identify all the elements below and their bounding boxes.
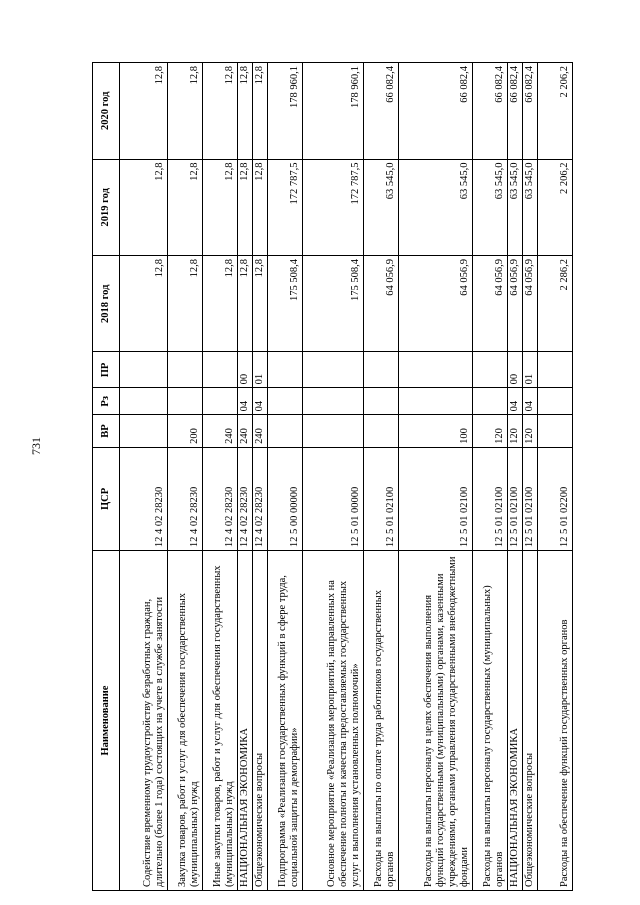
cell-2020: 178 960,1 bbox=[303, 63, 364, 160]
cell-name: Общеэкономические вопросы bbox=[523, 551, 538, 891]
cell-2019: 12,8 bbox=[253, 159, 268, 255]
cell-csr: 12 4 02 28230 bbox=[203, 447, 238, 550]
header-2020: 2020 год bbox=[93, 63, 120, 160]
cell-pr bbox=[120, 352, 168, 388]
cell-pr bbox=[473, 352, 508, 388]
cell-2019: 172 787,5 bbox=[303, 159, 364, 255]
cell-name: Закупка товаров, работ и услуг для обеспечения государственных (муниципальных) нужд bbox=[168, 551, 203, 891]
cell-pr: 00 bbox=[508, 352, 523, 388]
cell-2018: 64 056,9 bbox=[364, 256, 399, 352]
cell-name: Расходы на выплаты по оплате труда работников государственных органов bbox=[364, 551, 399, 891]
header-csr: ЦСР bbox=[93, 447, 120, 550]
cell-name: НАЦИОНАЛЬНАЯ ЭКОНОМИКА bbox=[508, 551, 523, 891]
cell-name: Расходы на выплаты персоналу в целях обеспечения выполнения функций государственными (муниципальными) органами, казенными учреждениями, органами управления государственными внебюджетными фондами bbox=[399, 551, 473, 891]
cell-rz bbox=[268, 388, 303, 415]
cell-name: Содействие временному трудоустройству безработных граждан, длительно (более 1 года) состоящих на учете в службе занятости bbox=[120, 551, 168, 891]
cell-pr bbox=[203, 352, 238, 388]
header-rz: Рз bbox=[93, 388, 120, 415]
cell-rz: 04 bbox=[523, 388, 538, 415]
cell-2019: 63 545,0 bbox=[508, 159, 523, 255]
cell-name: Общеэкономические вопросы bbox=[253, 551, 268, 891]
cell-2019: 63 545,0 bbox=[523, 159, 538, 255]
header-vr: ВР bbox=[93, 415, 120, 448]
cell-2018: 64 056,9 bbox=[473, 256, 508, 352]
cell-pr: 01 bbox=[523, 352, 538, 388]
cell-pr bbox=[399, 352, 473, 388]
cell-pr bbox=[364, 352, 399, 388]
table-row bbox=[538, 63, 573, 891]
cell-2018: 12,8 bbox=[120, 256, 168, 352]
cell-2019: 12,8 bbox=[120, 159, 168, 255]
header-2019: 2019 год bbox=[93, 159, 120, 255]
table-row bbox=[364, 63, 399, 891]
cell-name: Основное мероприятие «Реализация мероприятий, направленных на обеспечение полноты и качества предоставляемых государственных услуг и выполнения установленных полномочий» bbox=[303, 551, 364, 891]
cell-2018: 64 056,9 bbox=[508, 256, 523, 352]
table-row bbox=[303, 63, 364, 891]
cell-pr bbox=[268, 352, 303, 388]
table-row bbox=[523, 63, 538, 891]
cell-2019: 63 545,0 bbox=[399, 159, 473, 255]
cell-vr: 100 bbox=[399, 415, 473, 448]
cell-2018: 12,8 bbox=[168, 256, 203, 352]
cell-2019: 12,8 bbox=[238, 159, 253, 255]
rotated-table-container bbox=[92, 62, 570, 891]
cell-csr: 12 4 02 28230 bbox=[238, 447, 253, 550]
header-row bbox=[93, 63, 120, 891]
cell-csr: 12 5 01 00000 bbox=[303, 447, 364, 550]
table-header bbox=[93, 63, 120, 891]
table-row bbox=[203, 63, 238, 891]
cell-csr: 12 5 01 02100 bbox=[523, 447, 538, 550]
cell-name: Подпрограмма «Реализация государственных функций в сфере труда, социальной защиты и демографии» bbox=[268, 551, 303, 891]
cell-rz bbox=[120, 388, 168, 415]
cell-2018: 64 056,9 bbox=[399, 256, 473, 352]
cell-pr bbox=[168, 352, 203, 388]
cell-name: Расходы на обеспечение функций государственных органов bbox=[538, 551, 573, 891]
cell-name: Расходы на выплаты персоналу государственных (муниципальных) органов bbox=[473, 551, 508, 891]
cell-2020: 66 082,4 bbox=[364, 63, 399, 160]
cell-vr: 200 bbox=[168, 415, 203, 448]
cell-rz: 04 bbox=[238, 388, 253, 415]
cell-vr: 120 bbox=[508, 415, 523, 448]
cell-rz bbox=[303, 388, 364, 415]
cell-2020: 12,8 bbox=[120, 63, 168, 160]
cell-2019: 12,8 bbox=[168, 159, 203, 255]
cell-vr: 120 bbox=[523, 415, 538, 448]
cell-rz bbox=[203, 388, 238, 415]
cell-vr: 120 bbox=[473, 415, 508, 448]
cell-2020: 66 082,4 bbox=[508, 63, 523, 160]
cell-name: НАЦИОНАЛЬНАЯ ЭКОНОМИКА bbox=[238, 551, 253, 891]
cell-2020: 66 082,4 bbox=[473, 63, 508, 160]
table-row bbox=[268, 63, 303, 891]
cell-vr bbox=[364, 415, 399, 448]
cell-csr: 12 4 02 28230 bbox=[120, 447, 168, 550]
table-row bbox=[168, 63, 203, 891]
cell-2020: 12,8 bbox=[168, 63, 203, 160]
cell-pr: 01 bbox=[253, 352, 268, 388]
cell-rz bbox=[364, 388, 399, 415]
cell-pr bbox=[303, 352, 364, 388]
cell-rz bbox=[399, 388, 473, 415]
cell-2020: 12,8 bbox=[253, 63, 268, 160]
cell-csr: 12 5 01 02100 bbox=[364, 447, 399, 550]
table-row bbox=[120, 63, 168, 891]
cell-vr bbox=[268, 415, 303, 448]
cell-2018: 175 508,4 bbox=[303, 256, 364, 352]
cell-2019: 2 206,2 bbox=[538, 159, 573, 255]
cell-rz: 04 bbox=[508, 388, 523, 415]
cell-vr: 240 bbox=[203, 415, 238, 448]
table-row bbox=[238, 63, 253, 891]
cell-rz bbox=[538, 388, 573, 415]
cell-vr bbox=[538, 415, 573, 448]
cell-2019: 12,8 bbox=[203, 159, 238, 255]
cell-csr: 12 5 01 02200 bbox=[538, 447, 573, 550]
cell-2020: 178 960,1 bbox=[268, 63, 303, 160]
cell-name: Иные закупки товаров, работ и услуг для обеспечения государственных (муниципальных) нужд bbox=[203, 551, 238, 891]
cell-vr bbox=[120, 415, 168, 448]
cell-csr: 12 5 01 02100 bbox=[508, 447, 523, 550]
cell-2020: 2 206,2 bbox=[538, 63, 573, 160]
cell-2019: 63 545,0 bbox=[364, 159, 399, 255]
table-row bbox=[508, 63, 523, 891]
table-row bbox=[253, 63, 268, 891]
cell-csr: 12 4 02 28230 bbox=[168, 447, 203, 550]
cell-csr: 12 4 02 28230 bbox=[253, 447, 268, 550]
cell-2020: 12,8 bbox=[238, 63, 253, 160]
table-body bbox=[120, 63, 573, 891]
cell-2020: 66 082,4 bbox=[399, 63, 473, 160]
cell-rz bbox=[168, 388, 203, 415]
header-pr: ПР bbox=[93, 352, 120, 388]
cell-2018: 64 056,9 bbox=[523, 256, 538, 352]
cell-2018: 175 508,4 bbox=[268, 256, 303, 352]
cell-vr: 240 bbox=[253, 415, 268, 448]
header-name: Наименование bbox=[93, 551, 120, 891]
cell-pr: 00 bbox=[238, 352, 253, 388]
cell-2019: 172 787,5 bbox=[268, 159, 303, 255]
cell-rz bbox=[473, 388, 508, 415]
cell-2020: 66 082,4 bbox=[523, 63, 538, 160]
header-2018: 2018 год bbox=[93, 256, 120, 352]
cell-2020: 12,8 bbox=[203, 63, 238, 160]
cell-2018: 12,8 bbox=[203, 256, 238, 352]
cell-2018: 12,8 bbox=[238, 256, 253, 352]
cell-pr bbox=[538, 352, 573, 388]
cell-2019: 63 545,0 bbox=[473, 159, 508, 255]
cell-2018: 12,8 bbox=[253, 256, 268, 352]
table-row bbox=[473, 63, 508, 891]
budget-table bbox=[92, 62, 573, 891]
cell-vr bbox=[303, 415, 364, 448]
cell-csr: 12 5 01 02100 bbox=[399, 447, 473, 550]
cell-csr: 12 5 00 00000 bbox=[268, 447, 303, 550]
cell-csr: 12 5 01 02100 bbox=[473, 447, 508, 550]
page-number: 731 bbox=[29, 437, 43, 455]
cell-vr: 240 bbox=[238, 415, 253, 448]
table-row bbox=[399, 63, 473, 891]
cell-2018: 2 286,2 bbox=[538, 256, 573, 352]
cell-rz: 04 bbox=[253, 388, 268, 415]
